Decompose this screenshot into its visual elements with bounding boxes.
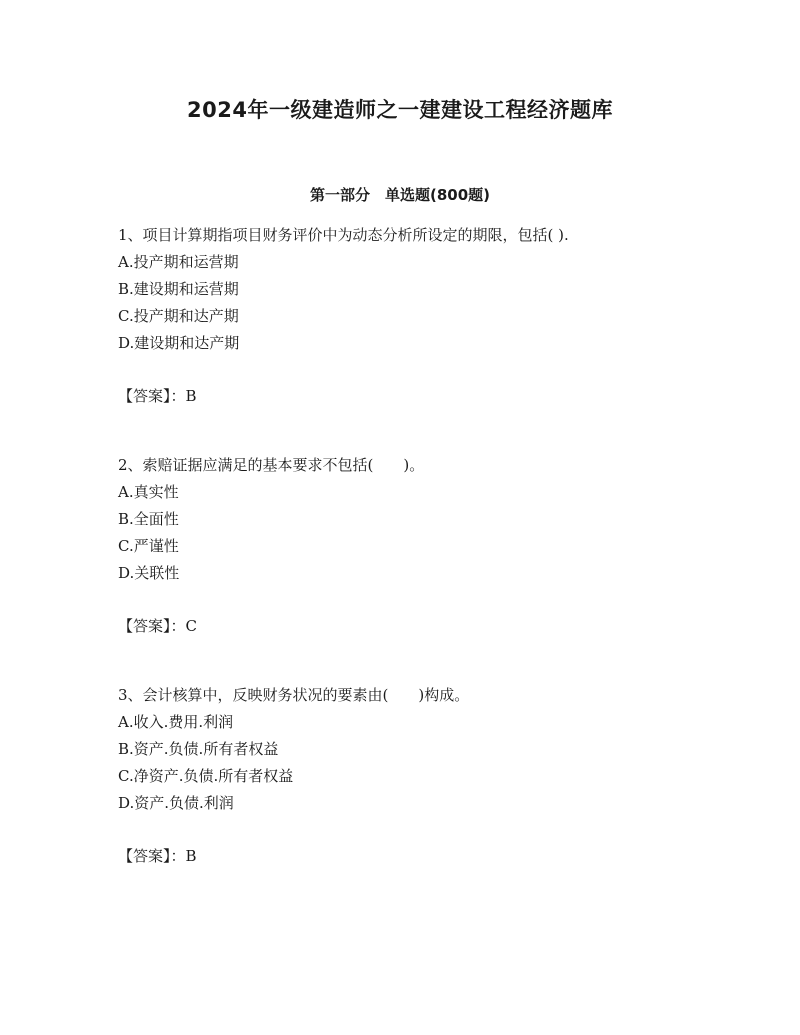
- question-stem: 1、项目计算期指项目财务评价中为动态分析所设定的期限，包括( ).: [118, 226, 569, 244]
- question-stem: 3、会计核算中，反映财务状况的要素由( )构成。: [118, 686, 470, 704]
- option-a: A.投产期和运营期: [118, 253, 239, 271]
- question-list: [118, 222, 688, 870]
- option-d: D.关联性: [118, 564, 180, 582]
- option-c: C.净资产.负债.所有者权益: [118, 767, 294, 785]
- question-1: [118, 222, 688, 410]
- option-d: D.资产.负债.利润: [118, 794, 234, 812]
- option-b: B.资产.负债.所有者权益: [118, 740, 279, 758]
- section-title: 第一部分 单选题(800题): [309, 186, 491, 204]
- answer-line: 【答案】：C: [118, 617, 197, 635]
- option-c: C.投产期和达产期: [118, 307, 239, 325]
- option-a: A.真实性: [118, 483, 179, 501]
- option-b: B.建设期和运营期: [118, 280, 239, 298]
- option-b: B.全面性: [118, 510, 179, 528]
- question-3: [118, 682, 688, 870]
- option-d: D.建设期和达产期: [118, 334, 240, 352]
- option-list: [118, 709, 688, 817]
- option-list: [118, 249, 688, 357]
- question-stem: 2、索赔证据应满足的基本要求不包括( )。: [118, 456, 425, 474]
- option-c: C.严谨性: [118, 537, 179, 555]
- answer-line: 【答案】：B: [118, 847, 197, 865]
- option-a: A.收入.费用.利润: [118, 713, 234, 731]
- answer-line: 【答案】：B: [118, 387, 197, 405]
- option-list: [118, 479, 688, 587]
- document-title: 2024年一级建造师之一建建设工程经济题库: [187, 98, 613, 122]
- question-2: [118, 452, 688, 640]
